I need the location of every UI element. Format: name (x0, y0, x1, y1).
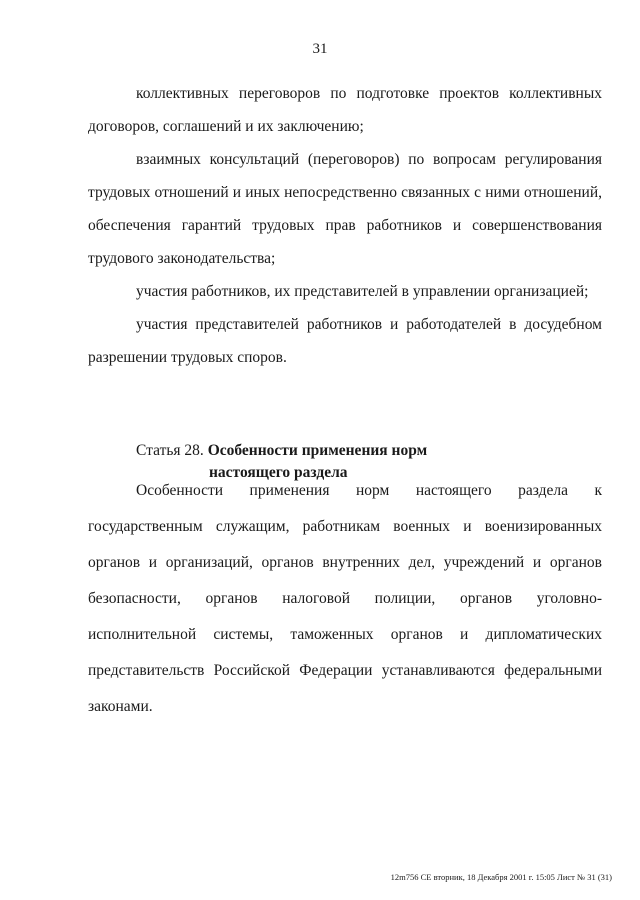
article-title-line-2: настоящего раздела (209, 464, 348, 481)
article-label: Статья 28. (136, 442, 204, 459)
paragraph-collective-negotiations: коллективных переговоров по подготовке проектов коллективных договоров, соглашений и их заключению; (88, 85, 602, 135)
body-text-block-2 (88, 473, 602, 725)
footer-print-info: 12m756 СЕ вторник, 18 Декабря 2001 г. 15:05 Лист № 31 (31) (390, 872, 612, 882)
paragraph-dispute-resolution: участия представителей работников и работодателей в досудебном разрешении трудовых споров. (88, 316, 602, 366)
paragraph-article-28: Особенности применения норм настоящего раздела к государственным служащим, работникам военных и военизированных органов и организаций, органов внутренних дел, учреждений и органов безопасности, органов налоговой полиции, органов уголовно-исполнительной системы, таможенных органов и дипломатических представительств Российской Федерации устанавливаются федеральными законами. (88, 482, 602, 715)
body-text-block-1 (88, 77, 602, 374)
page-number: 31 (312, 41, 328, 57)
paragraph-worker-participation: участия работников, их представителей в управлении организацией; (136, 283, 589, 300)
paragraph-mutual-consultations: взаимных консультаций (переговоров) по вопросам регулирования трудовых отношений и иных непосредственно связанных с ними отношений, обеспечения гарантий трудовых прав работников и совершенствования трудового законодательства; (88, 151, 602, 267)
article-title-line-1: Особенности применения норм (207, 442, 428, 459)
